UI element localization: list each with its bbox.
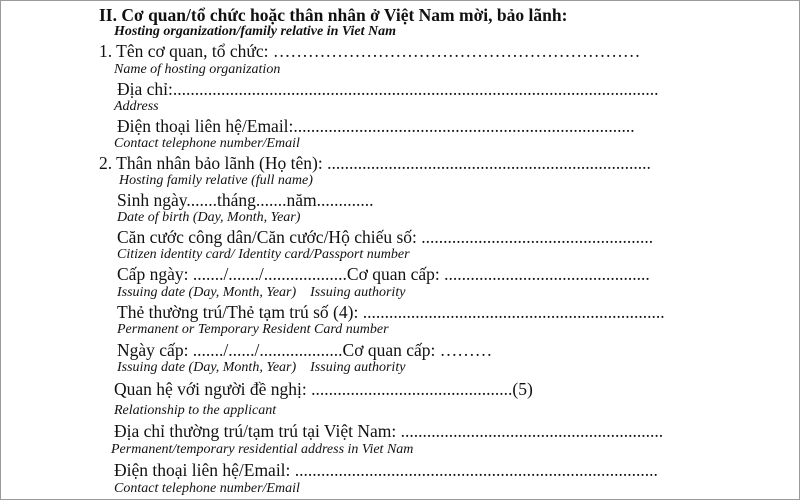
relationship-label-en: Relationship to the applicant [114,403,277,418]
org-address-field[interactable]: Địa chỉ:............................................................................................................... [117,79,659,99]
org-name-label-en: Name of hosting organization [114,62,281,77]
id-number-field[interactable]: Căn cước công dân/Căn cước/Hộ chiếu số: ..................................................... [117,227,654,247]
section-title: II. Cơ quan/tổ chức hoặc thân nhân ở Việt Nam mời, bảo lãnh: [99,5,568,25]
section-subtitle: Hosting organization/family relative in Viet Nam [114,24,396,39]
resident-card-issue-field[interactable]: Ngày cấp: ......./....../...................Cơ quan cấp: ……… [117,340,493,360]
resident-card-issue-label-en: Issuing date (Day, Month, Year) Issuing authority [117,360,406,375]
dob-field[interactable]: Sinh ngày.......tháng.......năm............. [117,190,374,210]
relationship-field[interactable]: Quan hệ với người đề nghị: ..............................................(5) [114,379,533,399]
relative-name-label-en: Hosting family relative (full name) [119,173,313,188]
relative-contact-label-en: Contact telephone number/Email [114,481,300,496]
org-contact-field[interactable]: Điện thoại liên hệ/Email:.............................................................................. [117,116,635,136]
residential-address-field[interactable]: Địa chỉ thường trú/tạm trú tại Việt Nam: ............................................................ [114,421,664,441]
residential-address-label-en: Permanent/temporary residential address in Viet Nam [111,442,414,457]
org-name-field[interactable]: 1. Tên cơ quan, tổ chức: ……………………………………………………… [99,41,641,61]
org-address-label-en: Address [114,99,159,114]
dob-label-en: Date of birth (Day, Month, Year) [117,210,301,225]
relative-name-field[interactable]: 2. Thân nhân bảo lãnh (Họ tên): .......................................................................... [99,153,651,173]
org-contact-label-en: Contact telephone number/Email [114,136,300,151]
resident-card-label-en: Permanent or Temporary Resident Card number [117,322,389,337]
relative-contact-field[interactable]: Điện thoại liên hệ/Email: ................................................................................... [114,460,658,480]
id-issue-field[interactable]: Cấp ngày: ......./......./...................Cơ quan cấp: ............................................... [117,264,650,284]
id-number-label-en: Citizen identity card/ Identity card/Passport number [117,247,410,262]
id-issue-label-en: Issuing date (Day, Month, Year) Issuing authority [117,285,406,300]
resident-card-field[interactable]: Thẻ thường trú/Thẻ tạm trú số (4): ..................................................................... [117,302,665,322]
